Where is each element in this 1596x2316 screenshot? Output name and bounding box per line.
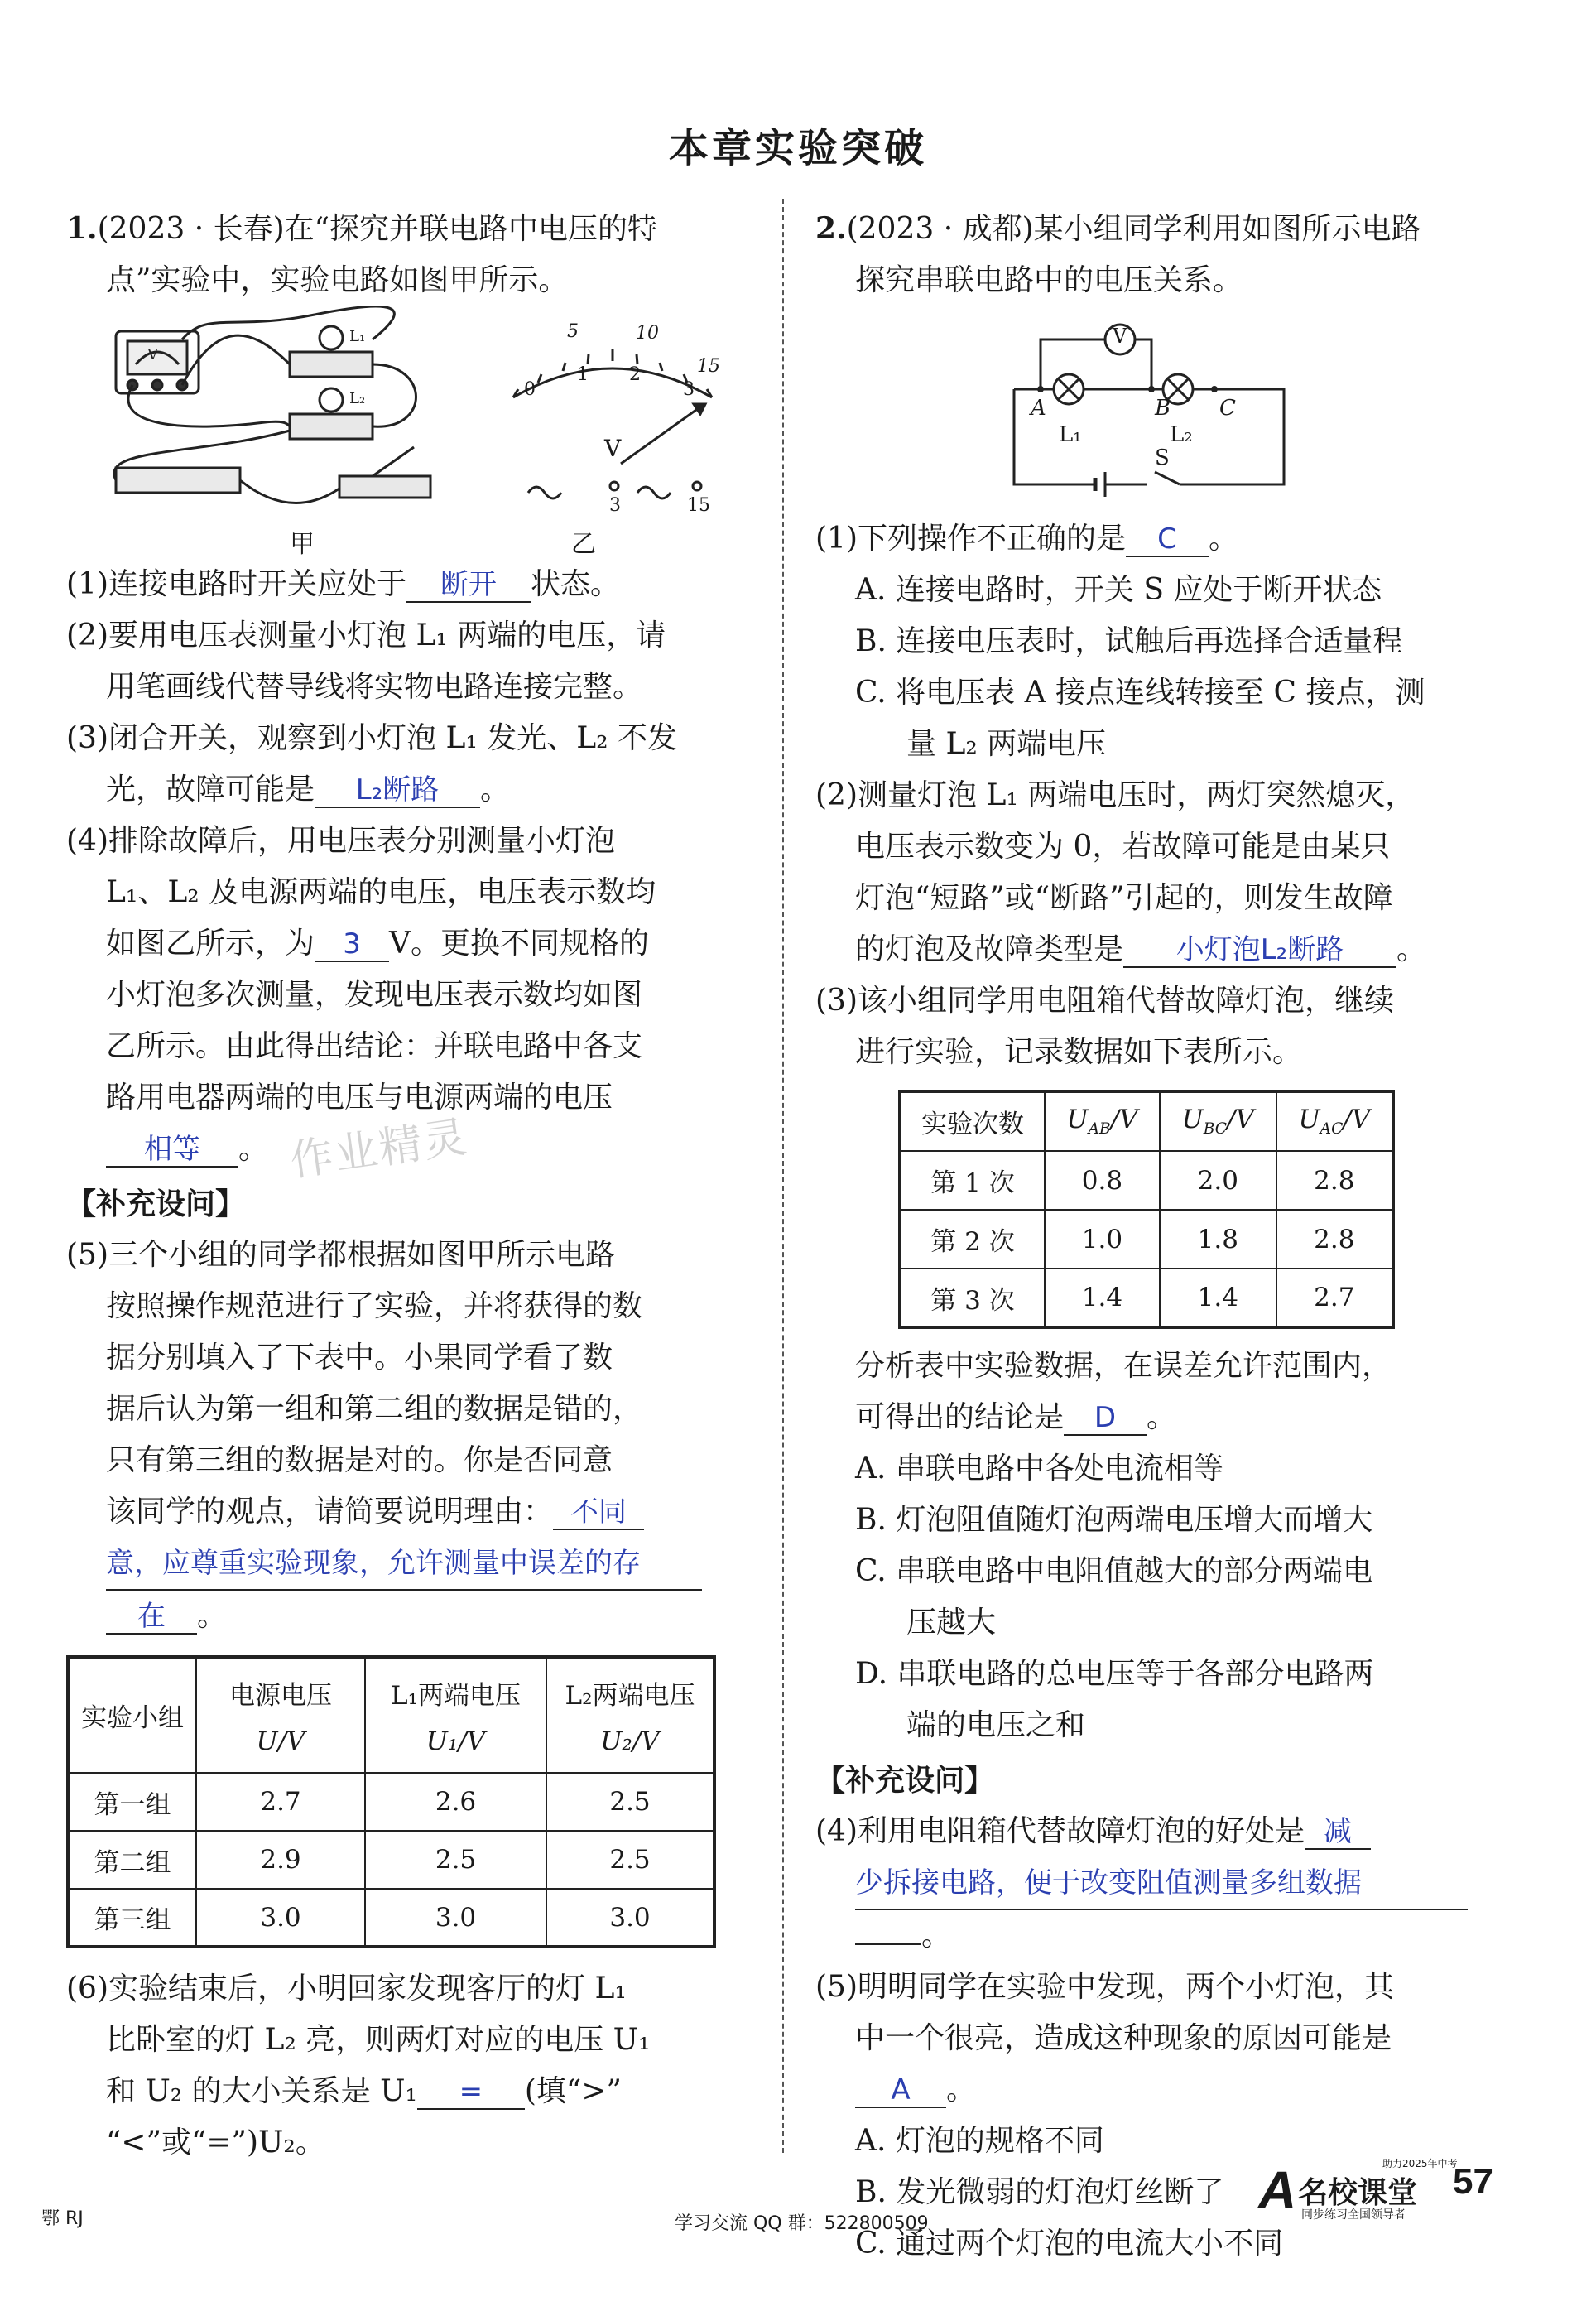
q1-part5-line7 [66,1538,753,1591]
q2-row3-uab: 1.4 [1045,1269,1160,1327]
q1-part5-answer-c: 在 [106,1600,197,1635]
q2-circuit-figure [815,306,1515,513]
q2-part5-answer: A [855,2073,946,2108]
q2-part3-option-a: A. 串联电路中各处电流相等 [855,1452,1223,1485]
q2-part5-option-b: B. 发光微弱的灯泡灯丝断了 [855,2175,1224,2209]
q1-part4-line4: 小灯泡多次测量，发现电压表示数均如图 [106,978,643,1012]
q2-part1-answer: C [1126,522,1209,557]
q1-part4-answer: 3 [315,927,389,962]
q2-part2-line2: 电压表示数变为 0，若故障可能是由某只 [855,830,1391,864]
q2-part3-answer: D [1064,1401,1147,1436]
q1-part3-answer: L₂断路 [315,773,480,808]
q2-row3-uac: 2.7 [1276,1269,1393,1327]
q1-row1-u1: 2.6 [365,1773,546,1831]
q2-part5-line3: A 。 [815,2064,1515,2116]
table-row [900,1269,1393,1327]
meter-unit-label: V [604,435,622,462]
brand-name: 名校课堂 [1298,2176,1418,2210]
q1-row2-u1: 2.5 [365,1831,546,1889]
circuit-point-b: B [1155,396,1171,421]
q2-part3-option-c1: C. 串联电路中电阻值越大的部分两端电 [855,1554,1373,1588]
q1-part5-answer-b: 意，应尊重实验现象，允许测量中误差的存 [106,1538,702,1591]
q2-row3-ubc: 1.4 [1160,1269,1276,1327]
q2-table-header-ubc: $U_{BC}/V$ [1160,1091,1276,1151]
q2-part2-answer: 小灯泡L₂断路 [1123,933,1396,968]
q1-row2-name: 第二组 [68,1831,196,1889]
q1-part2-line2: 用笔画线代替导线将实物电路连接完整。 [106,670,643,704]
table-row [68,1773,714,1831]
q1-row3-u2: 3.0 [546,1889,714,1947]
meter-tick-2: 2 [629,364,641,385]
meter-tick-0: 0 [524,379,536,400]
q1-row3-name: 第三组 [68,1889,196,1947]
q1-part6-line2: 比卧室的灯 L₂ 亮，则两灯对应的电压 U₁ [106,2023,651,2057]
meter-terminal-3: 3 [609,495,621,516]
q2-part4-answer-a: 减 [1305,1815,1371,1850]
table-row [900,1210,1393,1269]
q2-table-header-trial: 实验次数 [900,1091,1045,1151]
q2-table-header-uab: $U_{AB}/V$ [1045,1091,1160,1151]
q1-row2-u2: 2.5 [546,1831,714,1889]
physical-circuit-figure [99,306,488,530]
circuit-label-l1: L₁ [1059,422,1082,447]
q2-part4-line1: (4)利用电阻箱代替故障灯泡的好处是 减 [815,1806,1515,1857]
q1-stem-line1: 1.(2023 · 长春)在“探究并联电路中电压的特 [66,211,658,246]
q2-row1-uac: 2.8 [1276,1151,1393,1210]
footer-qq-group: 学习交流 QQ 群：522800509 [675,2213,929,2234]
circuit-label-l2: L₂ [1170,422,1193,447]
meter-tick-15: 15 [697,356,720,377]
q2-row1-uab: 0.8 [1045,1151,1160,1210]
q2-stem-line1: 2.(2023 · 成都)某小组同学利用如图所示电路 [815,211,1421,246]
q1-part2-line1: (2)要用电压表测量小灯泡 L₁ 两端的电压，请 [66,619,666,652]
q1-row2-u: 2.9 [196,1831,365,1889]
figure-label-yi: 乙 [571,530,596,559]
q1-part5-line2: 按照操作规范进行了实验，并将获得的数 [106,1289,643,1323]
footer-brand [1258,2153,1458,2222]
q1-table-header-group: 实验小组 [68,1657,196,1773]
q1-row1-u: 2.7 [196,1773,365,1831]
q1-part5-line4: 据后认为第一组和第二组的数据是错的， [106,1392,643,1426]
footer-edition: 鄂 RJ [41,2208,84,2229]
question-2 [815,203,1515,2270]
brand-logo-letter: A [1258,2160,1297,2220]
circuit-label-s: S [1155,445,1170,470]
q2-part4-answer-b: 少拆接电路，便于改变阻值测量多组数据 [855,1857,1468,1910]
q2-row1-ubc: 2.0 [1160,1151,1276,1210]
q2-part1-option-c1: C. 将电压表 A 接点连线转接至 C 接点，测 [855,676,1425,710]
q1-row1-u2: 2.5 [546,1773,714,1831]
brand-tagline: 同步练习全国领导者 [1301,2208,1406,2222]
q2-part5-line1: (5)明明同学在实验中发现，两个小灯泡，其 [815,1970,1394,2004]
q1-part5-line6: 该同学的观点，请简要说明理由： 不同 [66,1486,753,1538]
q2-data-table [898,1090,1395,1329]
q2-row2-name: 第 2 次 [900,1210,1045,1269]
q2-part5-option-c: C. 通过两个灯泡的电流大小不同 [855,2227,1284,2261]
table-row [68,1831,714,1889]
q2-part2-line4: 的灯泡及故障类型是 小灯泡L₂断路 。 [855,932,1427,966]
q1-part1-answer: 断开 [406,568,531,603]
q1-part6-line1: (6)实验结束后，小明回家发现客厅的灯 L₁ [66,1972,627,2005]
q2-part2-line1: (2)测量灯泡 L₁ 两端电压时，两灯突然熄灭， [815,778,1416,812]
q2-part3-line4: 可得出的结论是 D 。 [855,1400,1177,1434]
q1-part5-line1: (5)三个小组的同学都根据如图甲所示电路 [66,1238,615,1272]
q2-row2-uab: 1.0 [1045,1210,1160,1269]
meter-tick-10: 10 [636,323,659,344]
q2-part5-option-a: A. 灯泡的规格不同 [855,2124,1104,2158]
q1-part4-line6: 路用电器两端的电压与电源两端的电压 [106,1081,613,1115]
q2-part4-line2 [815,1857,1515,1910]
q2-part3-option-b: B. 灯泡阻值随灯泡两端电压增大而增大 [855,1503,1373,1537]
q1-part4-line5: 乙所示。由此得出结论：并联电路中各支 [106,1029,643,1063]
q1-part5-line5: 只有第三组的数据是对的。你是否同意 [106,1443,613,1477]
svg-text:V: V [147,346,158,364]
q1-stem-line2: 点”实验中，实验电路如图甲所示。 [106,263,569,297]
svg-text:L₁: L₁ [349,328,366,345]
q2-part5-line2: 中一个很亮，造成这种现象的原因可能是 [855,2021,1392,2055]
svg-text:L₂: L₂ [349,390,366,407]
column-divider [782,199,784,2153]
q2-supplement-tag: 【补充设问】 [815,1763,995,1798]
q1-part4-line7: 相等 。 作业精灵 [66,1124,753,1175]
circuit-meter-label: V [1113,325,1127,348]
q1-part4-line1: (4)排除故障后，用电压表分别测量小灯泡 [66,824,615,858]
q1-row3-u: 3.0 [196,1889,365,1947]
q2-row2-uac: 2.8 [1276,1210,1393,1269]
q1-row3-u1: 3.0 [365,1889,546,1947]
q1-part6-answer: = [417,2075,525,2110]
q1-part6-line4: “<”或“=”)U₂。 [106,2126,325,2160]
q1-table-header-l2: L₂两端电压 U₂/V [546,1657,714,1773]
q2-row1-name: 第 1 次 [900,1151,1045,1210]
meter-tick-5: 5 [567,321,579,342]
q1-row1-name: 第一组 [68,1773,196,1831]
q1-part5-line8: 在 。 [66,1591,753,1642]
question-1 [66,203,753,2169]
q2-part3-line1: (3)该小组同学用电阻箱代替故障灯泡，继续 [815,984,1394,1018]
q2-part1: (1)下列操作不正确的是 C 。 [815,522,1239,556]
q2-part2-line3: 灯泡“短路”或“断路”引起的，则发生故障 [855,881,1393,915]
q2-part3-option-c2: 压越大 [906,1606,997,1639]
circuit-point-a: A [1031,396,1046,421]
circuit-point-c: C [1219,396,1236,421]
q1-part5-answer-a: 不同 [553,1495,644,1530]
q2-part3-line3: 分析表中实验数据，在误差允许范围内， [855,1349,1392,1383]
q2-part4-line3: 。 [815,1910,1515,1962]
q1-part1: (1)连接电路时开关应处于 断开 状态。 [66,567,621,601]
q1-data-table [66,1655,716,1948]
watermark: 作业精灵 [286,1112,472,1187]
q1-part3-line2: 光，故障可能是 L₂断路 。 [106,773,511,807]
brand-top-note: 助力2025年中考 [1382,2158,1458,2169]
meter-tick-3: 3 [683,379,695,400]
q2-part3-option-d2: 端的电压之和 [906,1708,1086,1742]
q1-supplement-tag: 【补充设问】 [66,1187,246,1221]
page-number: 57 [1453,2161,1493,2202]
meter-tick-1: 1 [577,364,589,385]
q1-table-header-source: 电源电压 U/V [196,1657,365,1773]
q2-stem-line2: 探究串联电路中的电压关系。 [855,263,1243,297]
q2-part1-option-a: A. 连接电路时，开关 S 应处于断开状态 [855,573,1382,607]
table-row [68,1889,714,1947]
q2-part3-line2: 进行实验，记录数据如下表所示。 [855,1035,1303,1069]
q1-part4-line2: L₁、L₂ 及电源两端的电压，电压表示数均 [106,875,656,909]
table-row [900,1151,1393,1210]
q2-table-header-uac: $U_{AC}/V$ [1276,1091,1393,1151]
q1-table-header-l1: L₁两端电压 U₁/V [365,1657,546,1773]
q2-row2-ubc: 1.8 [1160,1210,1276,1269]
meter-terminal-15: 15 [687,495,710,516]
q2-part1-option-b: B. 连接电压表时，试触后再选择合适量程 [855,624,1403,658]
q1-part4-answer2: 相等 [106,1133,238,1168]
q1-part4-line3: 如图乙所示，为 3 V。更换不同规格的 [106,927,650,961]
q1-part3-line1: (3)闭合开关，观察到小灯泡 L₁ 发光、L₂ 不发 [66,721,678,755]
q1-figures [66,306,753,559]
page-title: 本章实验突破 [668,125,927,171]
figure-label-jia: 甲 [290,530,315,559]
q1-part5-line3: 据分别填入了下表中。小果同学看了数 [106,1341,613,1375]
q1-part6-line3: 和 U₂ 的大小关系是 U₁ = (填“>” [106,2074,622,2108]
q2-part3-option-d1: D. 串联电路的总电压等于各部分电路两 [855,1657,1374,1691]
q2-part1-option-c2: 量 L₂ 两端电压 [906,727,1107,761]
q2-row3-name: 第 3 次 [900,1269,1045,1327]
